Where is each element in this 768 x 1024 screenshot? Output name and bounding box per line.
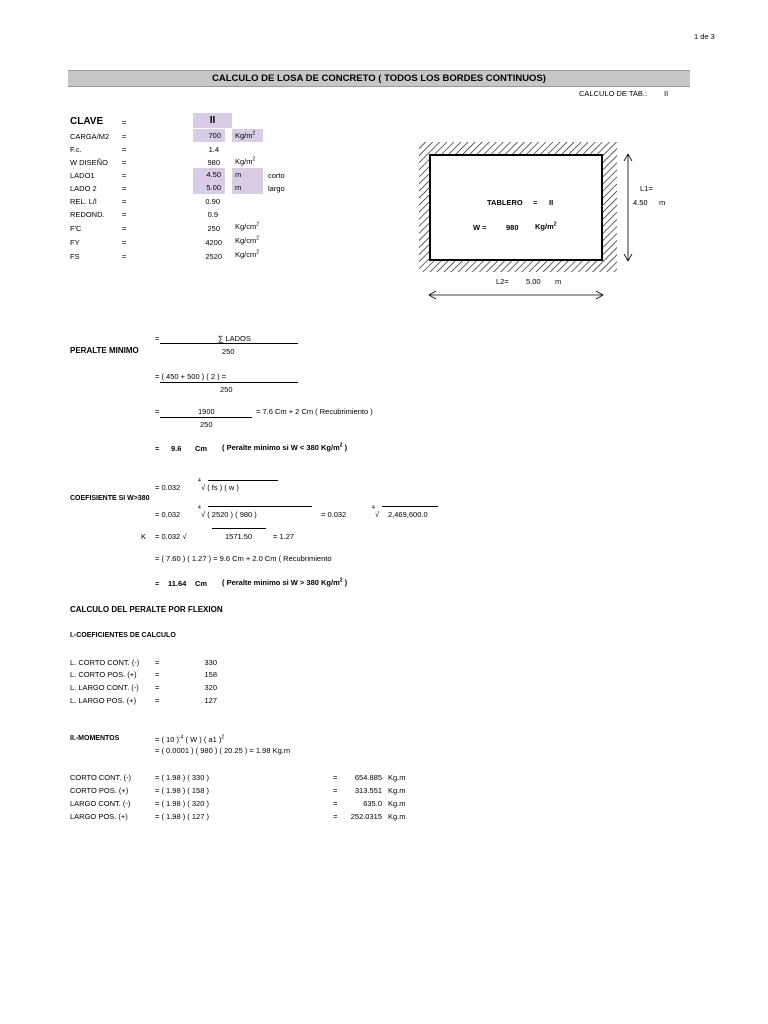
param-label: F'C — [70, 224, 82, 233]
param-value: 2520 — [205, 252, 222, 261]
coef-item-label: L. CORTO POS. (+) — [70, 670, 137, 679]
tablero-label: TABLERO — [487, 198, 523, 207]
moment-calc: = ( 1.98 ) ( 320 ) — [155, 799, 209, 808]
tablero-eq: = — [533, 198, 538, 207]
peralte-row2: = ( 450 + 500 ) ( 2 ) = — [155, 372, 227, 381]
coef-section-title: I.-COEFICIENTES DE CALCULO — [70, 632, 176, 639]
fraction-line — [160, 382, 298, 383]
param-note: largo — [268, 184, 285, 193]
param-value: 4200 — [205, 238, 222, 247]
coef-root-index: 4 — [198, 478, 201, 484]
w-unit: $Kg/m^2$ — [535, 221, 557, 231]
slab-diagram — [415, 138, 690, 303]
momentos-row2: = ( 0.0001 ) ( 980 ) ( 20.25 ) = 1.98 Kg.m — [155, 746, 291, 755]
coef-root-index: 4 — [198, 505, 201, 511]
param-label: F.c. — [70, 145, 82, 154]
moment-label: CORTO CONT. (-) — [70, 773, 131, 782]
param-value: 5.00 — [193, 181, 225, 194]
peralte-den: 250 — [222, 347, 235, 356]
moment-unit: Kg.m — [388, 799, 406, 808]
moment-label: LARGO CONT. (-) — [70, 799, 131, 808]
peralte-sum: ∑ LADOS — [218, 334, 251, 343]
coef-row5-eq: = — [155, 579, 160, 588]
coef-item-value: 330 — [204, 658, 217, 667]
param-eq: = — [122, 132, 127, 141]
peralte-row3-eq: = — [155, 407, 160, 416]
moment-eq: = — [333, 799, 338, 808]
peralte-row3-den: 250 — [200, 420, 213, 429]
param-eq: = — [122, 224, 127, 233]
param-unit: $Kg/m^2$ — [232, 129, 263, 142]
l2-label: L2= — [496, 277, 509, 286]
moment-eq: = — [333, 812, 338, 821]
param-value: 700 — [193, 129, 225, 142]
coef-root-index: 4 — [372, 505, 375, 511]
l1-unit: m — [659, 198, 666, 207]
w-value: 980 — [506, 223, 519, 232]
coef-result: 11.64 — [168, 579, 187, 588]
param-unit: $Kg/cm^2$ — [235, 249, 260, 259]
param-unit: $Kg/cm^2$ — [235, 221, 260, 231]
peralte-row4-eq: = — [155, 444, 160, 453]
param-value: 250 — [207, 224, 220, 233]
flexion-title: CALCULO DEL PERALTE POR FLEXION — [70, 605, 223, 614]
param-unit: $Kg/cm^2$ — [235, 235, 260, 245]
moment-value: 635.0 — [363, 799, 382, 808]
moment-label: CORTO POS. (+) — [70, 786, 129, 795]
l1-value: 4.50 — [633, 198, 648, 207]
param-value: 0.9 — [207, 210, 218, 219]
peralte-row3-rest: = 7.6 Cm + 2 Cm ( Recubrimiento ) — [256, 407, 373, 416]
peralte-row3-num: 1900 — [198, 407, 215, 416]
k-label: K — [141, 532, 147, 541]
moment-calc: = ( 1.98 ) ( 127 ) — [155, 812, 209, 821]
param-eq: = — [122, 210, 127, 219]
param-label: LADO1 — [70, 171, 95, 180]
clave-value: II — [193, 113, 232, 128]
param-label: CARGA/M2 — [70, 132, 110, 141]
page-title: CALCULO DE LOSA DE CONCRETO ( TODOS LOS BORDES CONTINUOS) — [212, 73, 546, 84]
clave-label: CLAVE — [70, 116, 104, 127]
radical-line — [382, 506, 438, 507]
param-label: REL. L/l — [70, 197, 97, 206]
slab-panel — [430, 155, 602, 260]
coef-item-eq: = — [155, 670, 160, 679]
param-value: 980 — [207, 158, 220, 167]
calc-tab-label: CALCULO DE TAB.: — [579, 89, 648, 98]
param-eq: = — [122, 184, 127, 193]
param-label: W DISEÑO — [70, 158, 108, 167]
moment-unit: Kg.m — [388, 812, 406, 821]
peralte-note: ( Peralte minimo si W < 380 $Kg/m^2$ ) — [222, 442, 348, 452]
param-label: LADO 2 — [70, 184, 97, 193]
param-eq: = — [122, 252, 127, 261]
page-number: 1 de 3 — [694, 32, 715, 41]
radical-line — [212, 528, 266, 529]
fraction-line — [160, 343, 298, 344]
param-unit: $Kg/m^2$ — [235, 156, 256, 166]
coef-item-value: 127 — [204, 696, 217, 705]
param-note: corto — [268, 171, 285, 180]
moment-value: 252.0315 — [350, 812, 382, 821]
peralte-eq: = — [155, 334, 160, 343]
param-eq: = — [122, 197, 127, 206]
coef-item-label: L. LARGO CONT. (-) — [70, 683, 139, 692]
moment-calc: = ( 1.98 ) ( 330 ) — [155, 773, 209, 782]
param-value: 0.90 — [205, 197, 220, 206]
moment-calc: = ( 1.98 ) ( 158 ) — [155, 786, 209, 795]
param-label: REDOND. — [70, 210, 105, 219]
moment-eq: = — [333, 786, 338, 795]
coef-row2-e: 2,469,600.0 — [388, 510, 428, 519]
coef-row2-b: √ ( 2520 ) ( 980 ) — [201, 510, 257, 519]
moment-unit: Kg.m — [388, 786, 406, 795]
coef-label: COEFISIENTE SI W>380 — [70, 495, 150, 502]
coef-row4: = ( 7.60 ) ( 1.27 ) = 9.6 Cm + 2.0 Cm ( Recubrimiento — [155, 554, 332, 563]
param-label: FY — [70, 238, 80, 247]
fraction-line — [160, 417, 252, 418]
param-eq: = — [122, 158, 127, 167]
coef-item-label: L. CORTO CONT. (-) — [70, 658, 140, 667]
w-label: W = — [473, 223, 487, 232]
coef-item-label: L. LARGO POS. (+) — [70, 696, 137, 705]
peralte-label: PERALTE MINIMO — [70, 346, 139, 355]
moment-value: 313.551 — [354, 786, 382, 795]
momentos-title: II.-MOMENTOS — [70, 735, 120, 742]
coef-item-value: 320 — [204, 683, 217, 692]
param-unit: m — [232, 181, 263, 194]
calc-tab-value: II — [664, 89, 669, 98]
coef-item-eq: = — [155, 683, 160, 692]
param-eq: = — [122, 238, 127, 247]
coef-row3-c: = 1.27 — [273, 532, 295, 541]
title-bar — [68, 70, 690, 87]
coef-result-unit: Cm — [195, 579, 208, 588]
coef-row3-b: 1571.50 — [225, 532, 253, 541]
moment-label: LARGO POS. (+) — [70, 812, 128, 821]
tablero-value: II — [549, 198, 554, 207]
peralte-result: 9.6 — [171, 444, 182, 453]
momentos-row1: = ( 10 )$^{-4}$ ( W ) ( a1 )$^2$ — [155, 734, 225, 744]
peralte-result-unit: Cm — [195, 444, 208, 453]
coef-row3-a: = 0.032 √ — [155, 532, 187, 541]
coef-row1-b: √ ( fs ) ( w ) — [201, 483, 239, 492]
moment-eq: = — [333, 773, 338, 782]
moment-unit: Kg.m — [388, 773, 406, 782]
l2-unit: m — [555, 277, 562, 286]
coef-row2-d: √ — [375, 510, 380, 519]
param-value: 4.50 — [193, 168, 225, 181]
param-unit: m — [232, 168, 263, 181]
radical-line — [208, 480, 278, 481]
param-eq: = — [122, 145, 127, 154]
coef-item-value: 158 — [204, 670, 217, 679]
peralte-row2-den: 250 — [220, 385, 233, 394]
coef-item-eq: = — [155, 658, 160, 667]
coef-item-eq: = — [155, 696, 160, 705]
param-label: FS — [70, 252, 80, 261]
l1-label: L1= — [640, 184, 653, 193]
coef-row1-a: = 0.032 — [155, 483, 181, 492]
clave-eq: = — [122, 118, 127, 127]
radical-line — [208, 506, 312, 507]
param-eq: = — [122, 171, 127, 180]
l2-value: 5.00 — [526, 277, 541, 286]
moment-value: 654.885 — [354, 773, 382, 782]
coef-row2-a: = 0.032 — [155, 510, 181, 519]
param-value: 1.4 — [208, 145, 219, 154]
coef-row2-c: = 0.032 — [321, 510, 347, 519]
coef-note: ( Peralte minimo si W > 380 $Kg/m^2$ ) — [222, 577, 348, 587]
